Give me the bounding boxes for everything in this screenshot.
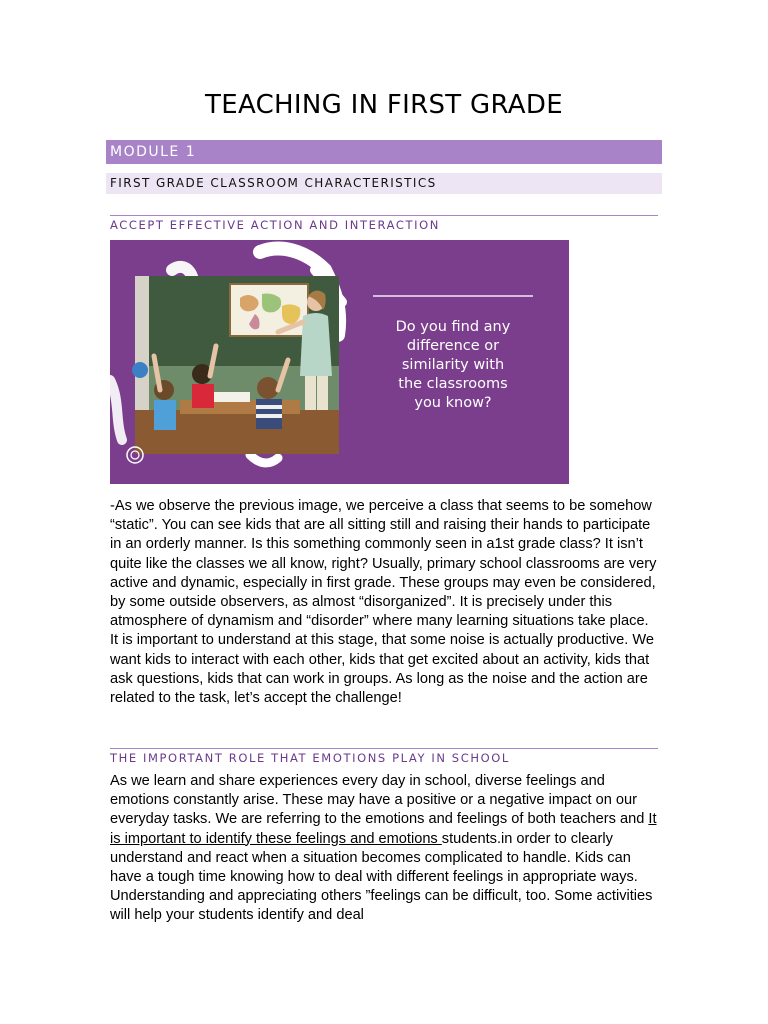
underlined-text: It is important to identify these feelings and emotions [110,811,657,847]
question-line: difference or [406,338,500,354]
figure-question [373,318,533,413]
question-line: you know? [414,395,492,411]
section-divider [110,748,658,749]
paragraph-text: As we learn and share experiences every day in school, diverse feelings and emotions constantly arise. These may have a positive or a negative impact on our everyday tasks. We are referring to the emotions and feelings of both teachers and [110,773,649,828]
question-line: the classrooms [398,376,508,392]
question-line: similarity with [401,357,505,373]
section-heading-action: ACCEPT EFFECTIVE ACTION AND INTERACTION [110,218,440,232]
paragraph-classroom: -As we observe the previous image, we perceive a class that seems to be somehow “static”. You can see kids that are all sitting still and raising their hands to participate in an orderly manner. Is this something commonly seen in a1st grade class? It isn’t quite like the classes we all know, right? Usually, primary school classrooms are very active and dynamic, especially in first grade. These groups may even be considered, by some outside observers, as almost “disorganized”. It is precisely under this atmosphere of dynamism and “disorder” where many learning situations take place. It is important to understand at this stage, that some noise is actually productive. We want kids to interact with each other, kids that get excited about an activity, kids that ask questions, kids that can work in groups. As long as the noise and the action are related to the task, let’s accept the challenge! [110,498,657,707]
subheading-banner: FIRST GRADE CLASSROOM CHARACTERISTICS [106,173,662,194]
section-divider [110,215,658,216]
section-heading-emotions: THE IMPORTANT ROLE THAT EMOTIONS PLAY IN SCHOOL [110,751,510,765]
classroom-photo [132,276,339,454]
paragraph-text: students.in order to clearly understand and react when a situation becomes complicated to handle. Kids can have a tough time knowing how to deal with different feelings in appropriate ways. Understanding and appreciating others ”feelings can be difficult, too. Some activities will help your students identify and deal [110,830,653,924]
question-line: Do you find any [395,319,511,335]
module-banner: MODULE 1 [106,140,662,164]
classroom-figure [110,240,569,484]
document-title: TEACHING IN FIRST GRADE [205,90,563,120]
paragraph-emotions [110,772,658,926]
